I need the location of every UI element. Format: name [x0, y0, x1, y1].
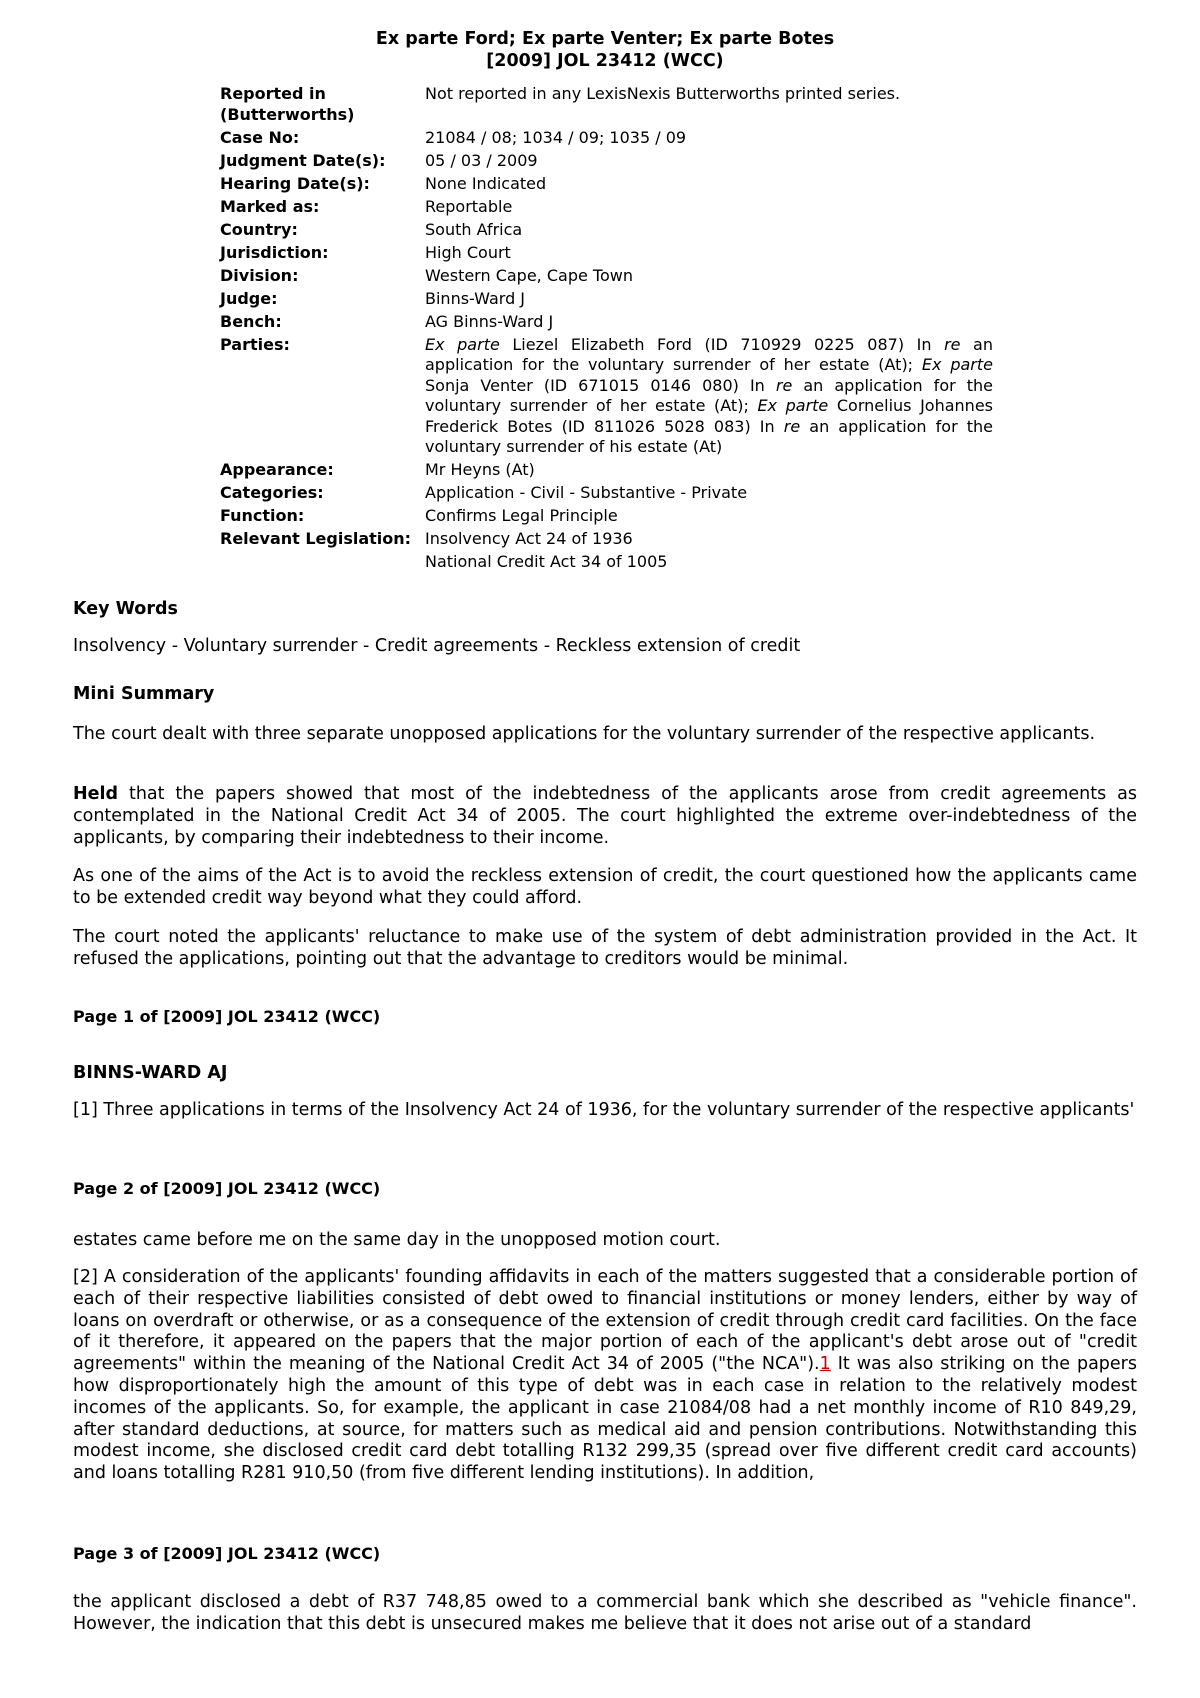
metadata-key	[220, 552, 425, 575]
metadata-row	[220, 552, 993, 575]
metadata-value: High Court	[425, 242, 511, 262]
metadata-key: Parties:	[220, 334, 290, 354]
summary-paragraph-2-block	[73, 784, 1137, 849]
summary-paragraph-2	[73, 784, 1137, 849]
doc-citation: [2009] JOL 23412 (WCC)	[486, 51, 724, 71]
page-1-header: Page 1 of [2009] JOL 23412 (WCC)	[73, 1007, 381, 1026]
metadata-key: Judge:	[220, 288, 278, 308]
paragraph-2	[73, 1267, 1137, 1485]
footnote-link[interactable]: 1	[819, 1354, 831, 1375]
metadata-value: Binns-Ward J	[425, 288, 526, 308]
metadata-row	[220, 312, 993, 335]
metadata-value: Western Cape, Cape Town	[425, 265, 633, 285]
keywords-heading: Key Words	[73, 599, 178, 619]
metadata-text: Cornelius Johannes Frederick Botes (ID 811026 5028 083) In	[425, 396, 994, 436]
page-2-continuation-block	[73, 1230, 1137, 1252]
paragraph-1: [1] Three applications in terms of the Insolvency Act 24 of 1936, for the voluntary surrender of the respective applicants'	[73, 1100, 1135, 1120]
summary-paragraph-1-block	[73, 724, 1137, 746]
page-3-continuation-block	[73, 1592, 1137, 1636]
metadata-value: Insolvency Act 24 of 1936	[425, 529, 633, 548]
metadata-key: Hearing Date(s):	[220, 173, 370, 193]
metadata-row	[220, 128, 993, 151]
metadata-row	[220, 174, 993, 197]
page-3-header-block	[73, 1543, 1137, 1565]
metadata-text: an application for the voluntary surrender of her estate (At);	[425, 334, 994, 374]
metadata-key: Division:	[220, 265, 299, 285]
metadata-row	[220, 220, 993, 243]
paragraph-2-part-a: [2] A consideration of the applicants' founding affidavits in each of the matters suggested that a considerable portion of each of their respective liabilities consisted of debt owed to financial institutions or money lenders, either by way of loans on overdraft or otherwise, or as a consequence of the extension of credit through credit card facilities. On the face of it therefore, it appeared on the papers that the major portion of each of the applicant's debt arose out of "credit agreements" within the meaning of the National Credit Act 34 of 2005 ("the NCA").	[73, 1267, 1137, 1375]
metadata-key: Jurisdiction:	[220, 242, 329, 262]
metadata-row	[220, 84, 993, 128]
metadata-value: Confirms Legal Principle	[425, 506, 618, 525]
page-3-header: Page 3 of [2009] JOL 23412 (WCC)	[73, 1544, 381, 1563]
held-text: that the papers showed that most of the indebtedness of the applicants arose from credit agreements as contemplated in the National Credit Act 34 of 2005. The court highlighted the extreme over-indebtedness of the applicants, by comparing their indebtedness to their income.	[73, 784, 1137, 848]
metadata-value: Not reported in any LexisNexis Butterworths printed series.	[425, 84, 901, 103]
metadata-key: Judgment Date(s):	[220, 150, 386, 170]
metadata-row	[220, 266, 993, 289]
metadata-value: Application - Civil - Substantive - Private	[425, 483, 748, 502]
metadata-text: Liezel Elizabeth Ford (ID 710929 0225 087) In	[499, 334, 945, 354]
paragraph-2-block	[73, 1267, 1137, 1485]
metadata-italic-term: Ex parte	[921, 355, 993, 374]
metadata-row	[220, 289, 993, 312]
metadata-text: Sonja Venter (ID 671015 0146 080) In	[425, 375, 776, 395]
keywords-section	[73, 598, 1137, 620]
keywords-text: Insolvency - Voluntary surrender - Credit agreements - Reckless extension of credit	[73, 636, 801, 656]
metadata-row	[220, 243, 993, 266]
metadata-key: Reported in (Butterworths)	[220, 84, 355, 124]
metadata-value: Mr Heyns (At)	[425, 460, 535, 479]
metadata-value: None Indicated	[425, 173, 547, 193]
metadata-value: National Credit Act 34 of 1005	[425, 552, 668, 571]
metadata-value	[425, 335, 993, 461]
paragraph-1-block	[73, 1100, 1137, 1122]
metadata-row	[220, 529, 993, 552]
keywords-text-block	[73, 636, 1137, 658]
metadata-italic-term: Ex parte	[757, 396, 829, 415]
metadata-key: Bench:	[220, 311, 282, 331]
metadata-text: an application for the voluntary surrender of his estate (At)	[425, 416, 994, 456]
metadata-key: Marked as:	[220, 196, 320, 216]
metadata-key: Appearance:	[220, 460, 334, 479]
metadata-text: an application for the voluntary surrender of her estate (At);	[425, 375, 993, 415]
metadata-row	[220, 460, 993, 483]
metadata-row	[220, 197, 993, 220]
metadata-value: Reportable	[425, 196, 513, 216]
page-2-header-block	[73, 1178, 1137, 1200]
metadata-key: Categories:	[220, 483, 324, 502]
page-1-header-block	[73, 1006, 1137, 1028]
metadata-value: 21084 / 08; 1034 / 09; 1035 / 09	[425, 127, 687, 147]
held-label: Held	[73, 784, 119, 804]
metadata-key: Relevant Legislation:	[220, 529, 412, 548]
metadata-italic-term: Ex parte	[425, 334, 500, 354]
paragraph-2-part-b: It was also striking on the papers how disproportionately high the amount of this type of debt was in each case in relation to the relatively modest incomes of the applicants. So, for example, the applicant in case 21084/08 had a net monthly income of R10 849,29, after standard deductions, at source, for matters such as medical aid and pension contributions. Notwithstanding this modest income, she disclosed credit card debt totalling R132 299,35 (spread over five different credit card accounts) and loans totalling R281 910,50 (from five different lending institutions). In addition,	[73, 1354, 1137, 1484]
summary-heading: Mini Summary	[73, 684, 215, 704]
metadata-italic-term: re	[944, 334, 961, 354]
metadata-table	[220, 84, 993, 575]
summary-paragraph-3-block	[73, 866, 1137, 910]
metadata-italic-term: re	[783, 416, 801, 436]
page-2-header: Page 2 of [2009] JOL 23412 (WCC)	[73, 1179, 381, 1198]
metadata-value: 05 / 03 / 2009	[425, 150, 538, 170]
metadata-row	[220, 506, 993, 529]
judge-name-block	[73, 1062, 1137, 1084]
metadata-row	[220, 483, 993, 506]
metadata-value: South Africa	[425, 219, 523, 239]
metadata-italic-term: re	[775, 375, 793, 395]
summary-paragraph-3: As one of the aims of the Act is to avoid the reckless extension of credit, the court questioned how the applicants came to be extended credit way beyond what they could afford.	[73, 866, 1137, 908]
doc-title: Ex parte Ford; Ex parte Venter; Ex parte Botes	[375, 29, 835, 49]
metadata-key: Case No:	[220, 127, 300, 147]
metadata-key: Country:	[220, 219, 298, 239]
summary-paragraph-1: The court dealt with three separate unopposed applications for the voluntary surrender of the respective applicants.	[73, 724, 1096, 744]
summary-paragraph-4-block	[73, 927, 1137, 971]
metadata-key: Function:	[220, 506, 305, 525]
summary-paragraph-4: The court noted the applicants' reluctance to make use of the system of debt administration provided in the Act. It refused the applications, pointing out that the advantage to creditors would be minimal.	[73, 927, 1137, 969]
metadata-value: AG Binns-Ward J	[425, 311, 554, 331]
judge-name: BINNS-WARD AJ	[73, 1063, 228, 1083]
metadata-row	[220, 335, 993, 461]
document-header	[73, 28, 1137, 575]
summary-section	[73, 683, 1137, 705]
page-2-continuation: estates came before me on the same day in the unopposed motion court.	[73, 1230, 721, 1250]
page-3-continuation: the applicant disclosed a debt of R37 748,85 owed to a commercial bank which she described as "vehicle finance". However, the indication that this debt is unsecured makes me believe that it does not arise out of a standard	[73, 1592, 1137, 1634]
metadata-row	[220, 151, 993, 174]
